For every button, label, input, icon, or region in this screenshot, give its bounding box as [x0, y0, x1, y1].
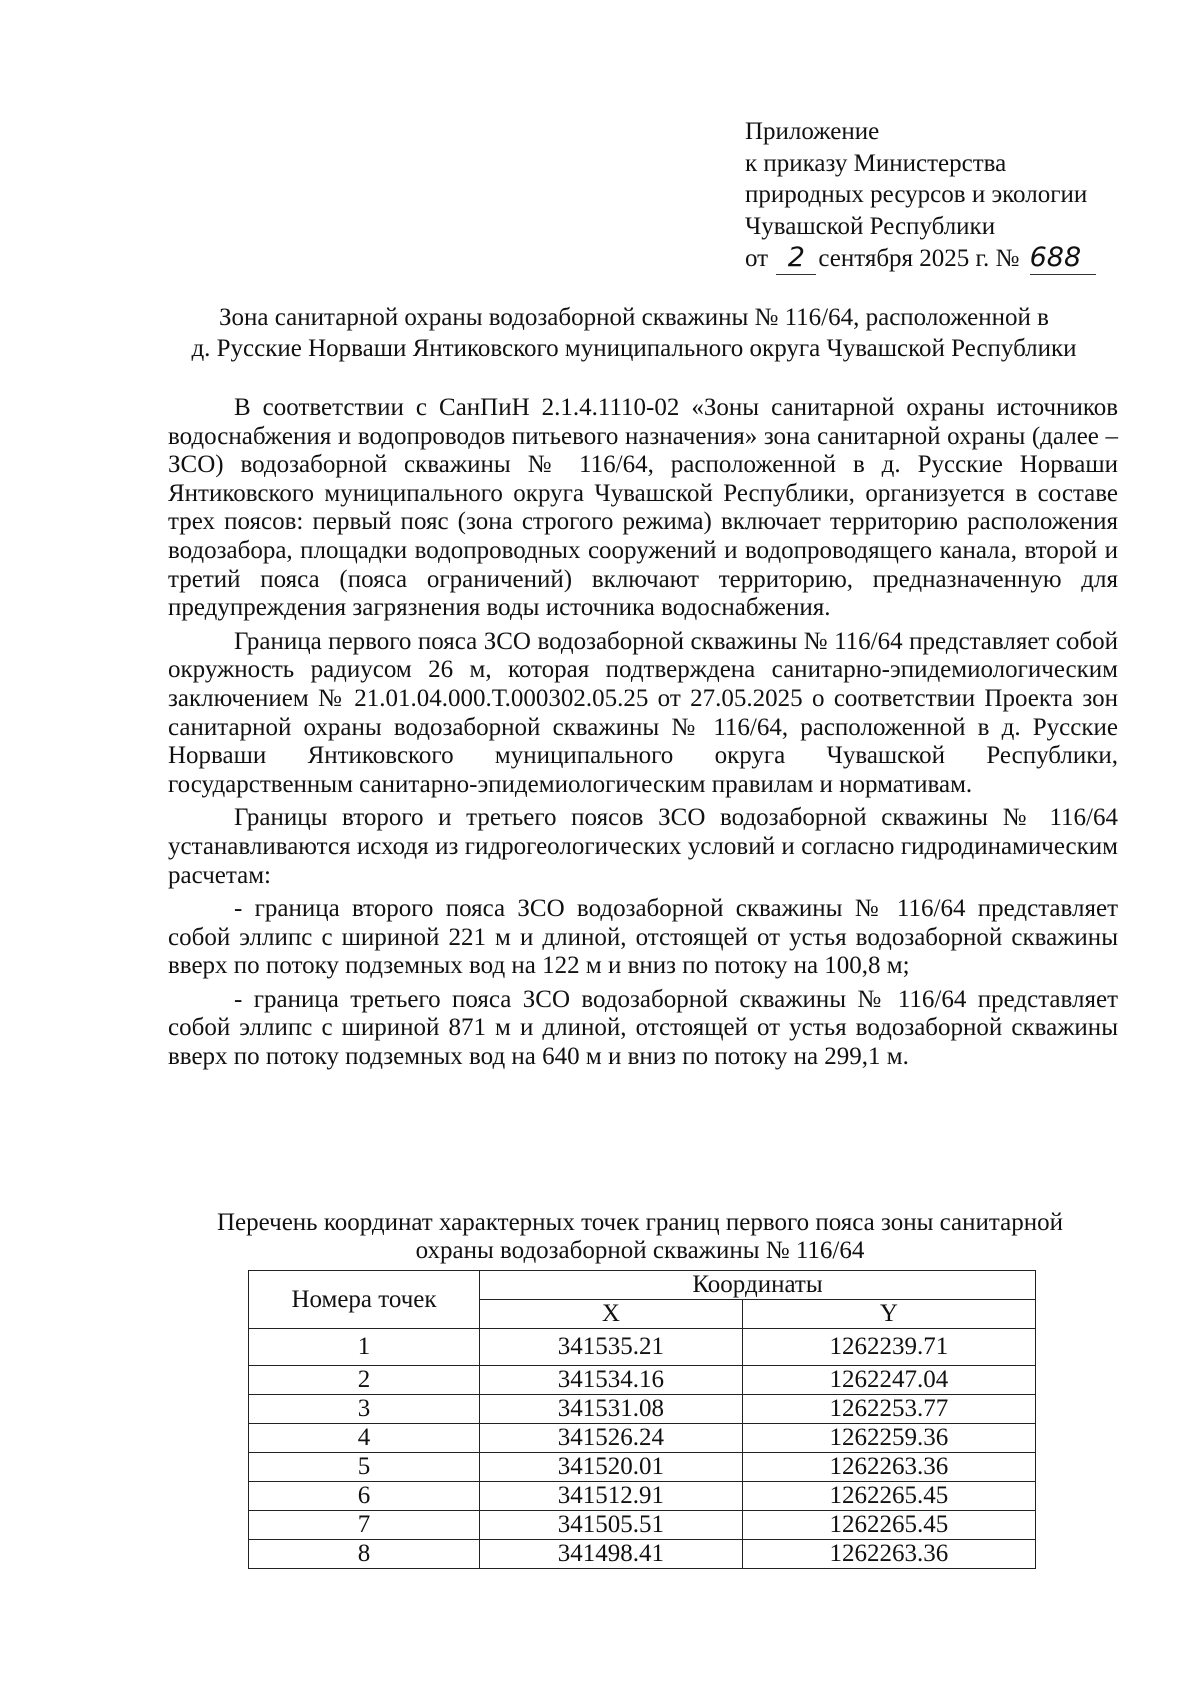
- header-points: Номера точек: [249, 1271, 480, 1329]
- coord-y: 1262263.36: [742, 1453, 1035, 1482]
- paragraph: Граница первого пояса ЗСО водозаборной скважины № 116/64 представляет собой окружность радиусом 26 м, которая подтверждена санитарно-эпидемиологическим заключением № 21.01.04.000.Т.000302.05.25 от 27.05.2025 о соответствии Проекта зон санитарной охраны водозаборной скважины № 116/64, расположенной в д. Русские Норваши Янтиковского муниципального округа Чувашской Республики, государственным санитарно-эпидемиологическим правилам и нормативам.: [168, 627, 1118, 798]
- appendix-header: [745, 116, 1096, 275]
- document-body: [168, 394, 1118, 1077]
- coord-y: 1262239.71: [742, 1329, 1035, 1366]
- table-title: Перечень координат характерных точек границ первого пояса зоны санитарной охраны водозаборной скважины № 116/64: [217, 1209, 1063, 1264]
- coord-y: 1262265.45: [742, 1482, 1035, 1511]
- table-row: [249, 1366, 1036, 1395]
- point-number: 4: [249, 1424, 480, 1453]
- coord-x: 341534.16: [480, 1366, 743, 1395]
- coord-x: 341531.08: [480, 1395, 743, 1424]
- table-row: [249, 1424, 1036, 1453]
- coord-x: 341526.24: [480, 1424, 743, 1453]
- title-line: Зона санитарной охраны водозаборной скважины № 116/64, расположенной в: [219, 304, 1049, 331]
- coord-y: 1262247.04: [742, 1366, 1035, 1395]
- appendix-line: Приложение: [745, 118, 880, 145]
- table-row: [249, 1329, 1036, 1366]
- coord-x: 341512.91: [480, 1482, 743, 1511]
- table-row: [249, 1511, 1036, 1540]
- coord-x: 341498.41: [480, 1540, 743, 1569]
- coordinates-table: [248, 1270, 1036, 1569]
- header-x: X: [480, 1300, 743, 1329]
- paragraph: В соответствии с СанПиН 2.1.4.1110-02 «Зоны санитарной охраны источников водоснабжения и водопроводов питьевого назначения» зона санитарной охраны (далее – ЗСО) водозаборной скважины № 116/64, расположенной в д. Русские Норваши Янтиковского муниципального округа Чувашской Республики, организуется в составе трех поясов: первый пояс (зона строгого режима) включает территорию расположения водозабора, площадки водопроводных сооружений и водопроводящего канала, второй и третий пояса (пояса ограничений) включают территорию, предназначенную для предупреждения загрязнения воды источника водоснабжения.: [168, 394, 1118, 622]
- point-number: 8: [249, 1540, 480, 1569]
- point-number: 1: [249, 1329, 480, 1366]
- paragraph: - граница третьего пояса ЗСО водозаборной скважины № 116/64 представляет собой эллипс с шириной 871 м и длиной, отстоящей от устья водозаборной скважины вверх по потоку подземных вод на 640 м и вниз по потоку на 299,1 м.: [168, 985, 1118, 1071]
- date-prefix: от: [745, 245, 769, 272]
- coord-x: 341505.51: [480, 1511, 743, 1540]
- point-number: 6: [249, 1482, 480, 1511]
- coord-x: 341535.21: [480, 1329, 743, 1366]
- point-number: 7: [249, 1511, 480, 1540]
- paragraph: - граница второго пояса ЗСО водозаборной скважины № 116/64 представляет собой эллипс с шириной 221 м и длиной, отстоящей от устья водозаборной скважины вверх по потоку подземных вод на 122 м и вниз по потоку на 100,8 м;: [168, 895, 1118, 980]
- handwritten-order-number: 688: [1030, 242, 1096, 275]
- coord-x: 341520.01: [480, 1453, 743, 1482]
- coord-y: 1262259.36: [742, 1424, 1035, 1453]
- coord-y: 1262265.45: [742, 1511, 1035, 1540]
- table-row: [249, 1395, 1036, 1424]
- title-line: д. Русские Норваши Янтиковского муниципального округа Чувашской Республики: [191, 335, 1077, 362]
- point-number: 2: [249, 1366, 480, 1395]
- table-row: [249, 1482, 1036, 1511]
- paragraph: Границы второго и третьего поясов ЗСО водозаборной скважины № 116/64 устанавливаются исходя из гидрогеологических условий и согласно гидродинамическим расчетам:: [168, 804, 1118, 889]
- coord-y: 1262263.36: [742, 1540, 1035, 1569]
- table-row: [249, 1540, 1036, 1569]
- point-number: 5: [249, 1453, 480, 1482]
- appendix-line: к приказу Министерства: [745, 149, 1007, 177]
- document-title: [140, 302, 1128, 364]
- header-coordinates: Координаты: [480, 1271, 1036, 1300]
- header-y: Y: [742, 1300, 1035, 1329]
- order-date-line: [745, 242, 1096, 275]
- coord-y: 1262253.77: [742, 1395, 1035, 1424]
- table-row: [249, 1453, 1036, 1482]
- date-rest: сентября 2025 г. №: [818, 245, 1020, 272]
- handwritten-day: 2: [776, 242, 816, 275]
- appendix-line: Чувашской Республики: [745, 212, 996, 240]
- appendix-line: природных ресурсов и экологии: [745, 181, 1088, 208]
- point-number: 3: [249, 1395, 480, 1424]
